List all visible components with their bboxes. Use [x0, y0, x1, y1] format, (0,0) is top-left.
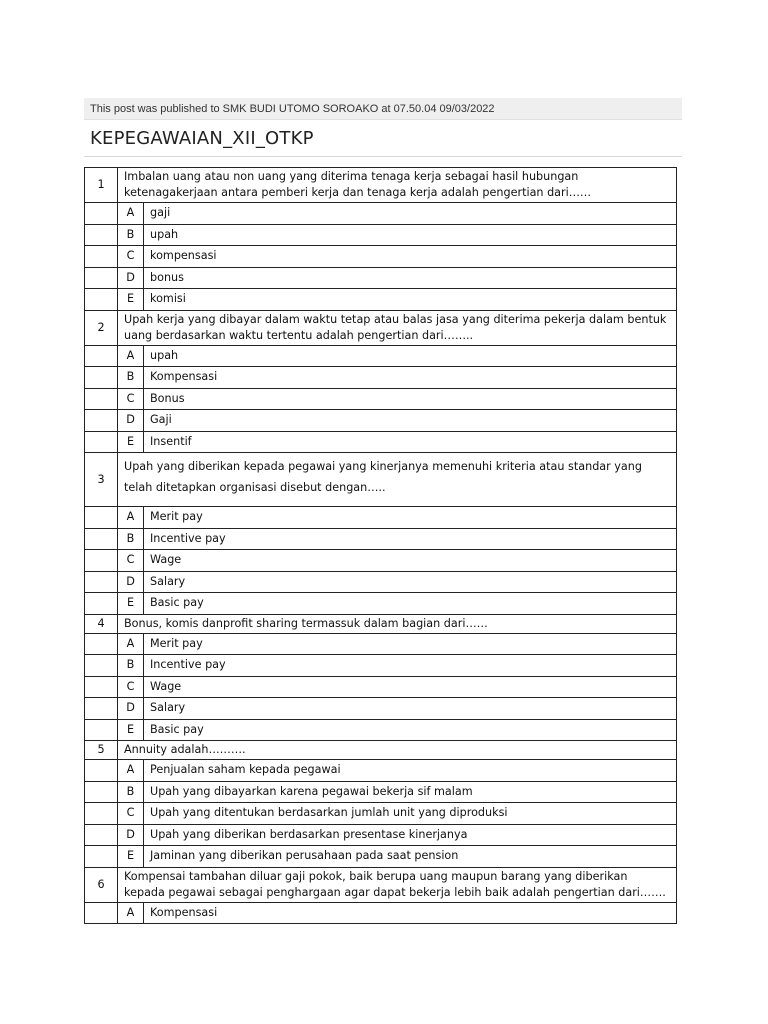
option-row	[85, 760, 677, 782]
option-text: Basic pay	[144, 593, 677, 615]
option-letter: D	[118, 267, 144, 289]
option-text: Wage	[144, 550, 677, 572]
option-row	[85, 655, 677, 677]
option-row	[85, 267, 677, 289]
option-row	[85, 719, 677, 741]
option-row	[85, 507, 677, 529]
question-number: 1	[85, 168, 118, 203]
option-text: Jaminan yang diberikan perusahaan pada saat pension	[144, 846, 677, 868]
document-title: KEPEGAWAIAN_XII_OTKP	[90, 128, 314, 149]
option-letter: B	[118, 655, 144, 677]
option-letter: E	[118, 719, 144, 741]
option-text: upah	[144, 224, 677, 246]
option-text: Merit pay	[144, 633, 677, 655]
option-row	[85, 345, 677, 367]
option-row	[85, 571, 677, 593]
question-row	[85, 741, 677, 760]
question-number: 6	[85, 867, 118, 902]
question-row	[85, 867, 677, 902]
option-row	[85, 676, 677, 698]
option-row	[85, 289, 677, 311]
option-row	[85, 224, 677, 246]
option-text: komisi	[144, 289, 677, 311]
option-letter: C	[118, 550, 144, 572]
option-row	[85, 528, 677, 550]
option-text: Incentive pay	[144, 528, 677, 550]
option-letter: E	[118, 593, 144, 615]
question-text: Kompensai tambahan diluar gaji pokok, baik berupa uang maupun barang yang diberikan kepada pegawai sebagai penghargaan agar dapat bekerja lebih baik adalah pengertian dari…….	[118, 867, 677, 902]
option-text: Salary	[144, 698, 677, 720]
question-row	[85, 614, 677, 633]
option-text: Penjualan saham kepada pegawai	[144, 760, 677, 782]
option-row	[85, 431, 677, 453]
option-row	[85, 902, 677, 924]
option-text: Kompensasi	[144, 367, 677, 389]
option-row	[85, 203, 677, 225]
option-row	[85, 410, 677, 432]
quiz-table	[84, 167, 677, 924]
option-letter: A	[118, 507, 144, 529]
option-letter: D	[118, 698, 144, 720]
option-letter: D	[118, 824, 144, 846]
question-text: Imbalan uang atau non uang yang diterima tenaga kerja sebagai hasil hubungan ketenagakerjaan antara pemberi kerja dan tenaga kerja adalah pengertian dari……	[118, 168, 677, 203]
question-text: Annuity adalah……….	[118, 741, 677, 760]
question-text: Upah yang diberikan kepada pegawai yang kinerjanya memenuhi kriteria atau standar yang telah ditetapkan organisasi disebut dengan…..	[118, 453, 677, 507]
option-row	[85, 593, 677, 615]
option-letter: B	[118, 224, 144, 246]
option-letter: A	[118, 203, 144, 225]
option-text: Upah yang ditentukan berdasarkan jumlah unit yang diproduksi	[144, 803, 677, 825]
option-letter: A	[118, 633, 144, 655]
option-text: Wage	[144, 676, 677, 698]
question-text: Bonus, komis danprofit sharing termassuk dalam bagian dari……	[118, 614, 677, 633]
option-row	[85, 781, 677, 803]
option-row	[85, 803, 677, 825]
option-letter: C	[118, 388, 144, 410]
option-text: Insentif	[144, 431, 677, 453]
option-text: Incentive pay	[144, 655, 677, 677]
option-text: bonus	[144, 267, 677, 289]
question-row	[85, 168, 677, 203]
option-letter: B	[118, 528, 144, 550]
question-text: Upah kerja yang dibayar dalam waktu tetap atau balas jasa yang diterima pekerja dalam bentuk uang berdasarkan waktu tertentu adalah pengertian dari……..	[118, 310, 677, 345]
option-text: Kompensasi	[144, 902, 677, 924]
option-row	[85, 846, 677, 868]
option-letter: E	[118, 431, 144, 453]
title-divider	[84, 156, 682, 157]
question-number: 5	[85, 741, 118, 760]
question-number: 2	[85, 310, 118, 345]
option-row	[85, 388, 677, 410]
option-row	[85, 698, 677, 720]
publish-info-text: This post was published to SMK BUDI UTOMO SOROAKO at 07.50.04 09/03/2022	[90, 103, 495, 115]
option-letter: E	[118, 846, 144, 868]
question-number: 4	[85, 614, 118, 633]
question-number: 3	[85, 453, 118, 507]
publish-info-bar	[84, 98, 682, 120]
option-text: Salary	[144, 571, 677, 593]
option-letter: B	[118, 367, 144, 389]
option-row	[85, 633, 677, 655]
option-text: Upah yang dibayarkan karena pegawai bekerja sif malam	[144, 781, 677, 803]
option-letter: C	[118, 803, 144, 825]
option-letter: D	[118, 410, 144, 432]
option-text: Merit pay	[144, 507, 677, 529]
option-letter: A	[118, 902, 144, 924]
option-text: Upah yang diberikan berdasarkan presentase kinerjanya	[144, 824, 677, 846]
option-text: Basic pay	[144, 719, 677, 741]
option-text: gaji	[144, 203, 677, 225]
option-letter: B	[118, 781, 144, 803]
option-text: Gaji	[144, 410, 677, 432]
question-row	[85, 310, 677, 345]
option-row	[85, 246, 677, 268]
option-row	[85, 824, 677, 846]
option-row	[85, 550, 677, 572]
option-letter: D	[118, 571, 144, 593]
option-letter: E	[118, 289, 144, 311]
option-letter: C	[118, 676, 144, 698]
option-letter: A	[118, 760, 144, 782]
option-text: kompensasi	[144, 246, 677, 268]
option-letter: C	[118, 246, 144, 268]
option-letter: A	[118, 345, 144, 367]
question-row	[85, 453, 677, 507]
option-text: upah	[144, 345, 677, 367]
option-row	[85, 367, 677, 389]
option-text: Bonus	[144, 388, 677, 410]
